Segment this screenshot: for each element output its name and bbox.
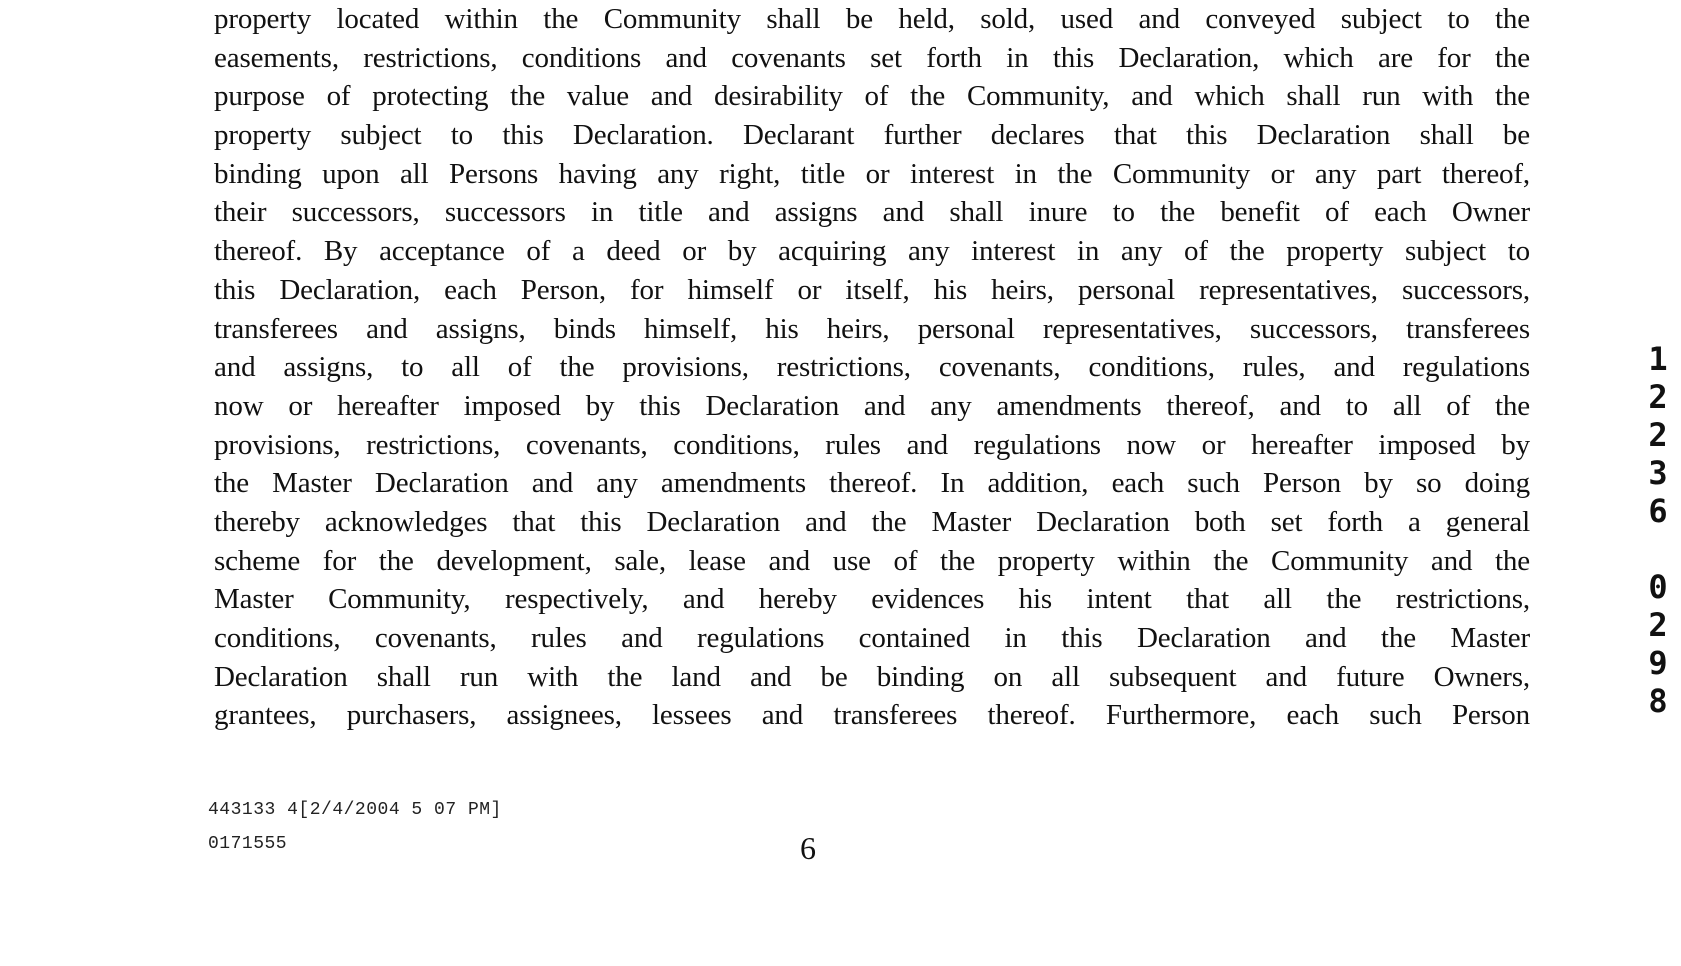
stamp-digit: 8 (1648, 682, 1668, 720)
body-line: thereby acknowledges that this Declaration and the Master Declaration both set forth a general (214, 505, 1530, 538)
stamp-digit: 2 (1648, 416, 1668, 454)
body-line: provisions, restrictions, covenants, conditions, rules and regulations now or hereafter imposed by (214, 428, 1530, 461)
body-line: Declaration shall run with the land and be binding on all subsequent and future Owners, (214, 660, 1530, 693)
footer-doc-id: 443133 4[2/4/2004 5 07 PM] (208, 800, 502, 820)
page-number: 6 (800, 830, 816, 866)
stamp-gap (1643, 530, 1673, 568)
stamp-digit: 1 (1648, 340, 1668, 378)
body-line: now or hereafter imposed by this Declaration and any amendments thereof, and to all of the (214, 389, 1530, 422)
footer-client-number: 0171555 (208, 834, 288, 854)
stamp-digit: 6 (1648, 492, 1668, 530)
body-line: grantees, purchasers, assignees, lessees and transferees thereof. Furthermore, each such Person (214, 699, 1530, 732)
body-line: property located within the Community shall be held, sold, used and conveyed subject to the (214, 3, 1530, 35)
stamp-digit: 2 (1648, 606, 1668, 644)
body-line: easements, restrictions, conditions and covenants set forth in this Declaration, which are for the (214, 41, 1530, 74)
body-line: transferees and assigns, binds himself, his heirs, personal representatives, successors, transferees (214, 312, 1530, 345)
body-line: scheme for the development, sale, lease and use of the property within the Community and the (214, 544, 1530, 577)
body-line: property subject to this Declaration. Declarant further declares that this Declaration shall be (214, 119, 1530, 152)
body-line: purpose of protecting the value and desirability of the Community, and which shall run with the (214, 80, 1530, 113)
stamp-digit: 0 (1648, 568, 1668, 606)
stamp-digit: 3 (1648, 454, 1668, 492)
stamp-digit: 9 (1648, 644, 1668, 682)
stamp-digit: 2 (1648, 378, 1668, 416)
body-line: their successors, successors in title and assigns and shall inure to the benefit of each Owner (214, 196, 1530, 229)
recording-stamp (1643, 340, 1673, 720)
body-line: and assigns, to all of the provisions, restrictions, covenants, conditions, rules, and regulations (214, 351, 1530, 384)
body-text (214, 0, 1530, 735)
body-line: binding upon all Persons having any right, title or interest in the Community or any part thereof, (214, 157, 1530, 190)
body-line: thereof. By acceptance of a deed or by acquiring any interest in any of the property subject to (214, 235, 1530, 268)
body-line: conditions, covenants, rules and regulations contained in this Declaration and the Master (214, 622, 1530, 654)
body-line: Master Community, respectively, and hereby evidences his intent that all the restrictions, (214, 583, 1530, 616)
body-line: the Master Declaration and any amendments thereof. In addition, each such Person by so doing (214, 467, 1530, 500)
body-line: this Declaration, each Person, for himself or itself, his heirs, personal representatives, successors, (214, 273, 1530, 306)
